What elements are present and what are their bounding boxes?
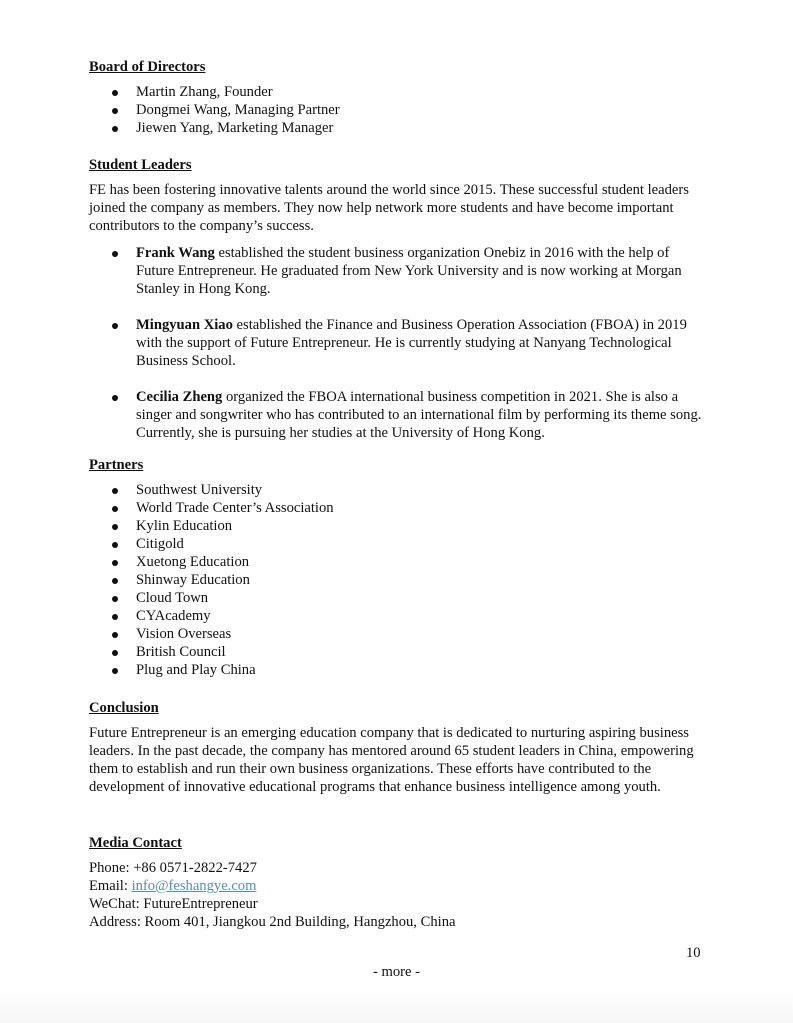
list-item: Jiewen Yang, Marketing Manager [89,119,340,137]
contact-address [89,913,699,931]
leader-text: established the Finance and Business Operation Association (FBOA) in 2019 with the support of Future Entrepreneur. He is currently studying at Nanyang Technological Business School. [136,317,687,369]
student-leaders-heading: Student Leaders [89,157,192,173]
leader-item [89,244,709,298]
list-item: CYAcademy [89,607,334,625]
leader-name: Mingyuan Xiao [136,317,233,333]
list-item: Shinway Education [89,571,334,589]
conclusion-heading: Conclusion [89,700,159,716]
list-item: Kylin Education [89,517,334,535]
leader-name: Cecilia Zheng [136,389,223,405]
board-list [89,83,340,137]
address-value: Room 401, Jiangkou 2nd Building, Hangzhou, China [144,914,456,930]
leader-item [89,388,709,442]
list-item: Southwest University [89,481,334,499]
email-label: Email: [89,878,132,894]
leader-name: Frank Wang [136,245,215,261]
list-item: Xuetong Education [89,553,334,571]
list-item: Dongmei Wang, Managing Partner [89,101,340,119]
student-leaders-intro: FE has been fostering innovative talents around the world since 2015. These successful student leaders joined the company as members. They now help network more students and have become important contributors to the company’s success. [89,182,689,234]
leader-item [89,316,709,370]
partners-list [89,481,334,679]
contact-email [89,877,699,895]
page-number: 10 [686,945,701,961]
address-label: Address: [89,914,145,930]
phone-value: +86 0571-2822-7427 [133,860,257,876]
list-item: Cloud Town [89,589,334,607]
conclusion-text: Future Entrepreneur is an emerging education company that is dedicated to nurturing aspiring business leaders. In the past decade, the company has mentored around 65 student leaders in China, empowering them to establish and run their own business organizations. These efforts have contributed to the development of innovative educational programs that enhance business intelligence among youth. [89,725,694,795]
wechat-value: FutureEntrepreneur [143,896,258,912]
contact-wechat [89,895,699,913]
list-item: World Trade Center’s Association [89,499,334,517]
board-heading: Board of Directors [89,59,206,75]
phone-label: Phone: [89,860,134,876]
partners-heading: Partners [89,457,144,473]
wechat-label: WeChat: [89,896,144,912]
email-link[interactable]: info@feshangye.com [131,878,257,894]
student-leaders-list [89,244,709,442]
more-indicator: - more - [372,964,420,980]
list-item: Vision Overseas [89,625,334,643]
leader-text: organized the FBOA international business competition in 2021. She is also a singer and songwriter who has contributed to an international film by performing its theme song. Currently, she is pursuing her studies at the University of Hong Kong. [136,389,702,441]
list-item: Martin Zhang, Founder [89,83,340,101]
media-contact-heading: Media Contact [89,835,182,851]
list-item: British Council [89,643,334,661]
leader-text: established the student business organization Onebiz in 2016 with the help of Future Entrepreneur. He graduated from New York University and is now working at Morgan Stanley in Hong Kong. [136,245,682,297]
contact-phone [89,859,699,877]
list-item: Citigold [89,535,334,553]
list-item: Plug and Play China [89,661,334,679]
